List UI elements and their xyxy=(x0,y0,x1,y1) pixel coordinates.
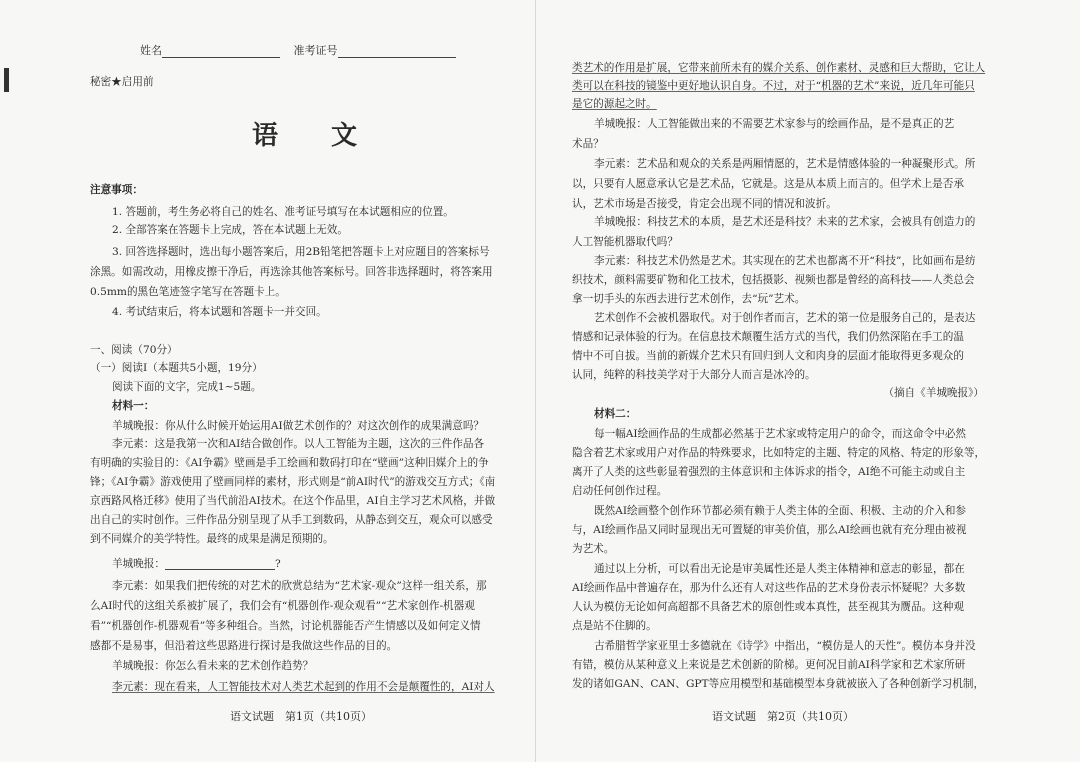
paragraph-line: 离开了人类的这些彰显着强烈的主体意识和主体诉求的指令，AI绝不可能主动或自主 xyxy=(572,466,966,478)
paragraph-line: 既然AI绘画整个创作环节都必须有赖于人类主体的全面、积极、主动的介入和参 xyxy=(594,505,967,517)
paragraph-line: 看”“机器创作-机器观看”等多种组合。当然，讨论机器能否产生情感以及如何定义情 xyxy=(90,620,481,632)
paragraph-line: 有错，模仿从某种意义上来说是艺术创新的阶梯。更何况目前AI科学家和艺术家所研 xyxy=(572,659,966,671)
paragraph-line: 发的诸如GAN、CAN、GPT等应用模型和基础模型本身就被嵌入了各种创新学习机制， xyxy=(572,678,985,690)
notice-line: 3. 回答选择题时，选出每小题答案后，用2B铅笔把答题卡上对应题目的答案标号 xyxy=(112,246,490,258)
source-attribution: （摘自《羊城晚报》） xyxy=(883,387,984,399)
paragraph-line: 到不同媒介的美学特性。最终的成果是满足预期的。 xyxy=(90,533,334,545)
paragraph-line: 么AI时代的这组关系被扩展了，我们会有“机器创作-观众观看”“艺术家创作-机器观 xyxy=(90,600,475,612)
paragraph-line: 术品？ xyxy=(572,138,604,150)
material-one-label: 材料一： xyxy=(112,400,155,412)
notice-line: 2. 全部答案在答题卡上完成，答在本试题上无效。 xyxy=(112,224,348,236)
paragraph-line: 人工智能机器取代吗？ xyxy=(572,236,678,248)
notice-line: 1. 答题前，考生务必将自己的姓名、准考证号填写在本试题相应的位置。 xyxy=(112,206,454,218)
paragraph-line: 通过以上分析，可以看出无论是审美属性还是人类主体精神和意志的彰显，都在 xyxy=(594,563,965,575)
candidate-info xyxy=(140,42,466,58)
footer-page-number: 语文试题 第1页（共10页） xyxy=(230,710,372,723)
underlined-line: 类可以在科技的镜鉴中更好地认识自身。不过，对于“机器的艺术”来说，近几年可能只 xyxy=(572,80,975,92)
paragraph-line: 有明确的实验目的：《AI争霸》壁画是手工绘画和数码打印在“壁画”这种旧媒介上的争 xyxy=(90,457,489,469)
underlined-line: 是它的源起之时。 xyxy=(572,98,657,110)
paragraph-line: AI绘画作品中普遍存在，那为什么还有人对这些作品的艺术身份表示怀疑呢？大多数 xyxy=(572,582,966,594)
paragraph-line: 羊城晚报：你从什么时候开始运用AI做艺术创作的？对这次创作的成果满意吗？ xyxy=(112,420,485,432)
secret-mark: 秘密★启用前 xyxy=(90,76,154,88)
notice-heading: 注意事项： xyxy=(90,184,143,196)
paragraph-line: 羊城晚报：科技艺术的本质，是艺术还是科技？未来的艺术家，会被具有创造力的 xyxy=(594,216,976,228)
id-field[interactable] xyxy=(338,47,456,58)
right-page xyxy=(572,0,984,762)
paragraph-line: 京西路风格迁移》使用了当代前沿AI技术。在这个作品里，AI自主学习艺术风格，并做 xyxy=(90,495,496,507)
id-label: 准考证号 xyxy=(293,44,338,57)
paragraph-line: 李元素：艺术品和观众的关系是两厢情愿的，艺术是情感体验的一种凝聚形式。所 xyxy=(594,158,976,170)
name-label: 姓名 xyxy=(140,44,162,57)
paragraph-line: 拿一切手头的东西去进行艺术创作，去“玩”艺术。 xyxy=(572,293,806,305)
page-fold xyxy=(535,0,536,762)
paragraph-line: 以，只要有人愿意承认它是艺术品，它就是。这是从本质上而言的。但学术上是否承 xyxy=(572,178,964,190)
notice-line: 0.5mm的黑色笔迹签字笔写在答题卡上。 xyxy=(90,286,286,298)
notice-line: 4. 考试结束后，将本试题和答题卡一并交回。 xyxy=(112,306,327,318)
paragraph-line: 李元素：如果我们把传统的对艺术的欣赏总结为“艺术家-观众”这样一组关系，那 xyxy=(112,580,487,592)
subpart-heading: （一）阅读Ⅰ（本题共5小题，19分） xyxy=(90,362,263,374)
underlined-line: 李元素：现在看来，人工智能技术对人类艺术起到的作用不会是颠覆性的，AI对人 xyxy=(112,681,495,693)
question-blank-line: 羊城晚报： ? xyxy=(112,558,281,570)
paragraph-line: 与，AI绘画作品又同时显现出无可置疑的审美价值，那么AI绘画也就有充分理由被视 xyxy=(572,524,967,536)
paragraph-line: 出自己的实时创作。三件作品分别呈现了从手工到数码，从静态到交互，观众可以感受 xyxy=(90,514,493,526)
paragraph-line: 艺术创作不会被机器取代。对于创作者而言，艺术的第一位是服务自己的，是表达 xyxy=(594,312,976,324)
paragraph-line: 古希腊哲学家亚里士多德就在《诗学》中指出，“模仿是人的天性”。模仿本身并没 xyxy=(594,640,976,652)
paragraph-line: 情感和记录体验的行为。在信息技术颠覆生活方式的当代，我们仍然深陷在手工的温 xyxy=(572,331,964,343)
binding-mark xyxy=(4,68,9,92)
left-page xyxy=(82,0,502,762)
paragraph-line: 启动任何创作过程。 xyxy=(572,485,668,497)
instruction: 阅读下面的文字，完成1~5题。 xyxy=(112,381,262,393)
interviewer-label: 羊城晚报： xyxy=(112,558,165,570)
paragraph-line: 每一幅AI绘画作品的生成都必然基于艺术家或特定用户的命令，而这命令中必然 xyxy=(594,428,967,440)
paragraph-line: 感都不是易事，但沿着这些思路进行探讨是我做这些作品的目的。 xyxy=(90,640,398,652)
paragraph-line: 隐含着艺术家或用户对作品的特殊要求，比如特定的主题、特定的风格、特定的形象等， xyxy=(572,447,986,459)
paragraph-line: 认，艺术市场是否接受，肯定会出现不同的情况和波折。 xyxy=(572,198,837,210)
paragraph-line: 羊城晚报：人工智能做出来的不需要艺术家参与的绘画作品，是不是真正的艺 xyxy=(594,118,955,130)
footer-page-number: 语文试题 第2页（共10页） xyxy=(712,710,854,723)
name-field[interactable] xyxy=(162,47,280,58)
paragraph-line: 羊城晚报：你怎么看未来的艺术创作趋势？ xyxy=(112,660,314,672)
paragraph-line: 点是站不住脚的。 xyxy=(572,620,657,632)
material-two-label: 材料二： xyxy=(594,408,637,420)
notice-line: 涂黑。如需改动，用橡皮擦干净后，再选涂其他答案标号。回答非选择题时，将答案用 xyxy=(90,266,493,278)
subject-title: 语 文 xyxy=(252,121,380,151)
paragraph-line: 锋；《AI争霸》游戏使用了壁画同样的素材，形式则是“前AI时代”的游戏交互方式；《南 xyxy=(90,476,496,488)
paragraph-line: 情中不可自拔。当前的新媒介艺术只有回归到人文和肉身的层面才能取得更多观众的 xyxy=(572,350,964,362)
answer-blank[interactable] xyxy=(165,559,275,570)
underlined-line: 类艺术的作用是扩展，它带来前所未有的媒介关系、创作素材、灵感和巨大帮助，它让人 xyxy=(572,62,986,74)
paragraph-line: 李元素：这是我第一次和AI结合做创作。以人工智能为主题，这次的三件作品各 xyxy=(112,438,485,450)
paragraph-line: 人认为模仿无论如何高超都不具备艺术的原创性或本真性，甚至视其为赝品。这种观 xyxy=(572,601,964,613)
paragraph-line: 织技术，颜料需要矿物和化工技术，包括摄影、视频也都是曾经的高科技——人类总会 xyxy=(572,274,975,286)
part-heading: 一、阅读（70分） xyxy=(90,344,178,356)
paragraph-line: 认同，纯粹的科技美学对于大部分人而言是冰冷的。 xyxy=(572,369,816,381)
paragraph-line: 为艺术。 xyxy=(572,543,615,555)
paragraph-line: 李元素：科技艺术仍然是艺术。其实现在的艺术也都离不开“科技”，比如画布是纺 xyxy=(594,255,976,267)
